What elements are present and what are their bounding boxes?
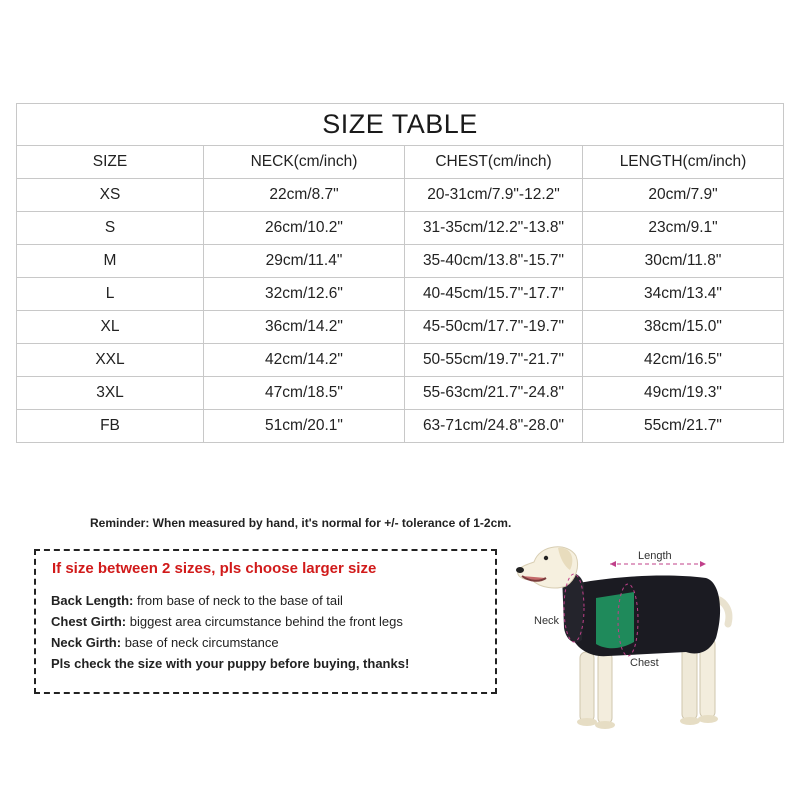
table-header-row xyxy=(17,146,784,179)
column-header-length: LENGTH(cm/inch) xyxy=(583,146,784,179)
neck-girth-line xyxy=(51,635,279,650)
closing-note: Pls check the size with your puppy before buying, thanks! xyxy=(51,656,410,671)
dog-illustration xyxy=(510,540,740,740)
cell-length: 49cm/19.3" xyxy=(583,377,784,410)
cell-neck: 51cm/20.1" xyxy=(204,410,405,443)
cell-chest: 31-35cm/12.2"-13.8" xyxy=(405,212,583,245)
size-table xyxy=(16,103,784,443)
column-header-size: SIZE xyxy=(17,146,204,179)
cell-length: 23cm/9.1" xyxy=(583,212,784,245)
cell-size: M xyxy=(17,245,204,278)
back-length-label: Back Length: xyxy=(51,593,134,608)
cell-size: L xyxy=(17,278,204,311)
cell-chest: 40-45cm/15.7"-17.7" xyxy=(405,278,583,311)
table-row xyxy=(17,410,784,443)
cell-length: 20cm/7.9" xyxy=(583,179,784,212)
cell-length: 34cm/13.4" xyxy=(583,278,784,311)
table-row xyxy=(17,245,784,278)
cell-neck: 22cm/8.7" xyxy=(204,179,405,212)
cell-chest: 35-40cm/13.8"-15.7" xyxy=(405,245,583,278)
table-row xyxy=(17,179,784,212)
table-row xyxy=(17,212,784,245)
cell-chest: 55-63cm/21.7"-24.8" xyxy=(405,377,583,410)
length-label: Length xyxy=(638,550,672,562)
cell-size: XXL xyxy=(17,344,204,377)
dog-measurement-diagram xyxy=(510,540,740,740)
column-header-chest: CHEST(cm/inch) xyxy=(405,146,583,179)
cell-neck: 32cm/12.6" xyxy=(204,278,405,311)
cell-chest: 20-31cm/7.9"-12.2" xyxy=(405,179,583,212)
cell-neck: 26cm/10.2" xyxy=(204,212,405,245)
cell-length: 30cm/11.8" xyxy=(583,245,784,278)
table-row xyxy=(17,278,784,311)
cell-chest: 45-50cm/17.7"-19.7" xyxy=(405,311,583,344)
cell-neck: 42cm/14.2" xyxy=(204,344,405,377)
chest-girth-line xyxy=(51,614,403,629)
table-row xyxy=(17,344,784,377)
cell-length: 55cm/21.7" xyxy=(583,410,784,443)
column-header-neck: NECK(cm/inch) xyxy=(204,146,405,179)
cell-size: 3XL xyxy=(17,377,204,410)
neck-girth-text: base of neck circumstance xyxy=(121,635,279,650)
table-title: SIZE TABLE xyxy=(17,104,784,146)
cell-neck: 36cm/14.2" xyxy=(204,311,405,344)
cell-chest: 50-55cm/19.7"-21.7" xyxy=(405,344,583,377)
cell-size: XL xyxy=(17,311,204,344)
cell-neck: 47cm/18.5" xyxy=(204,377,405,410)
table-row xyxy=(17,311,784,344)
chest-girth-text: biggest area circumstance behind the front legs xyxy=(126,614,403,629)
table-body xyxy=(17,179,784,443)
cell-size: S xyxy=(17,212,204,245)
chest-label: Chest xyxy=(630,657,659,669)
chest-girth-label: Chest Girth: xyxy=(51,614,127,629)
cell-length: 42cm/16.5" xyxy=(583,344,784,377)
neck-label: Neck xyxy=(534,615,560,627)
table-row xyxy=(17,377,784,410)
neck-girth-label: Neck Girth: xyxy=(51,635,122,650)
back-length-line xyxy=(51,593,343,608)
cell-length: 38cm/15.0" xyxy=(583,311,784,344)
cell-chest: 63-71cm/24.8"-28.0" xyxy=(405,410,583,443)
back-length-text: from base of neck to the base of tail xyxy=(133,593,343,608)
cell-size: FB xyxy=(17,410,204,443)
cell-neck: 29cm/11.4" xyxy=(204,245,405,278)
tolerance-reminder: Reminder: When measured by hand, it's normal for +/- tolerance of 1-2cm. xyxy=(90,516,512,530)
cell-size: XS xyxy=(17,179,204,212)
size-advice-headline: If size between 2 sizes, pls choose larger size xyxy=(52,560,377,577)
size-advice-box xyxy=(34,549,497,694)
